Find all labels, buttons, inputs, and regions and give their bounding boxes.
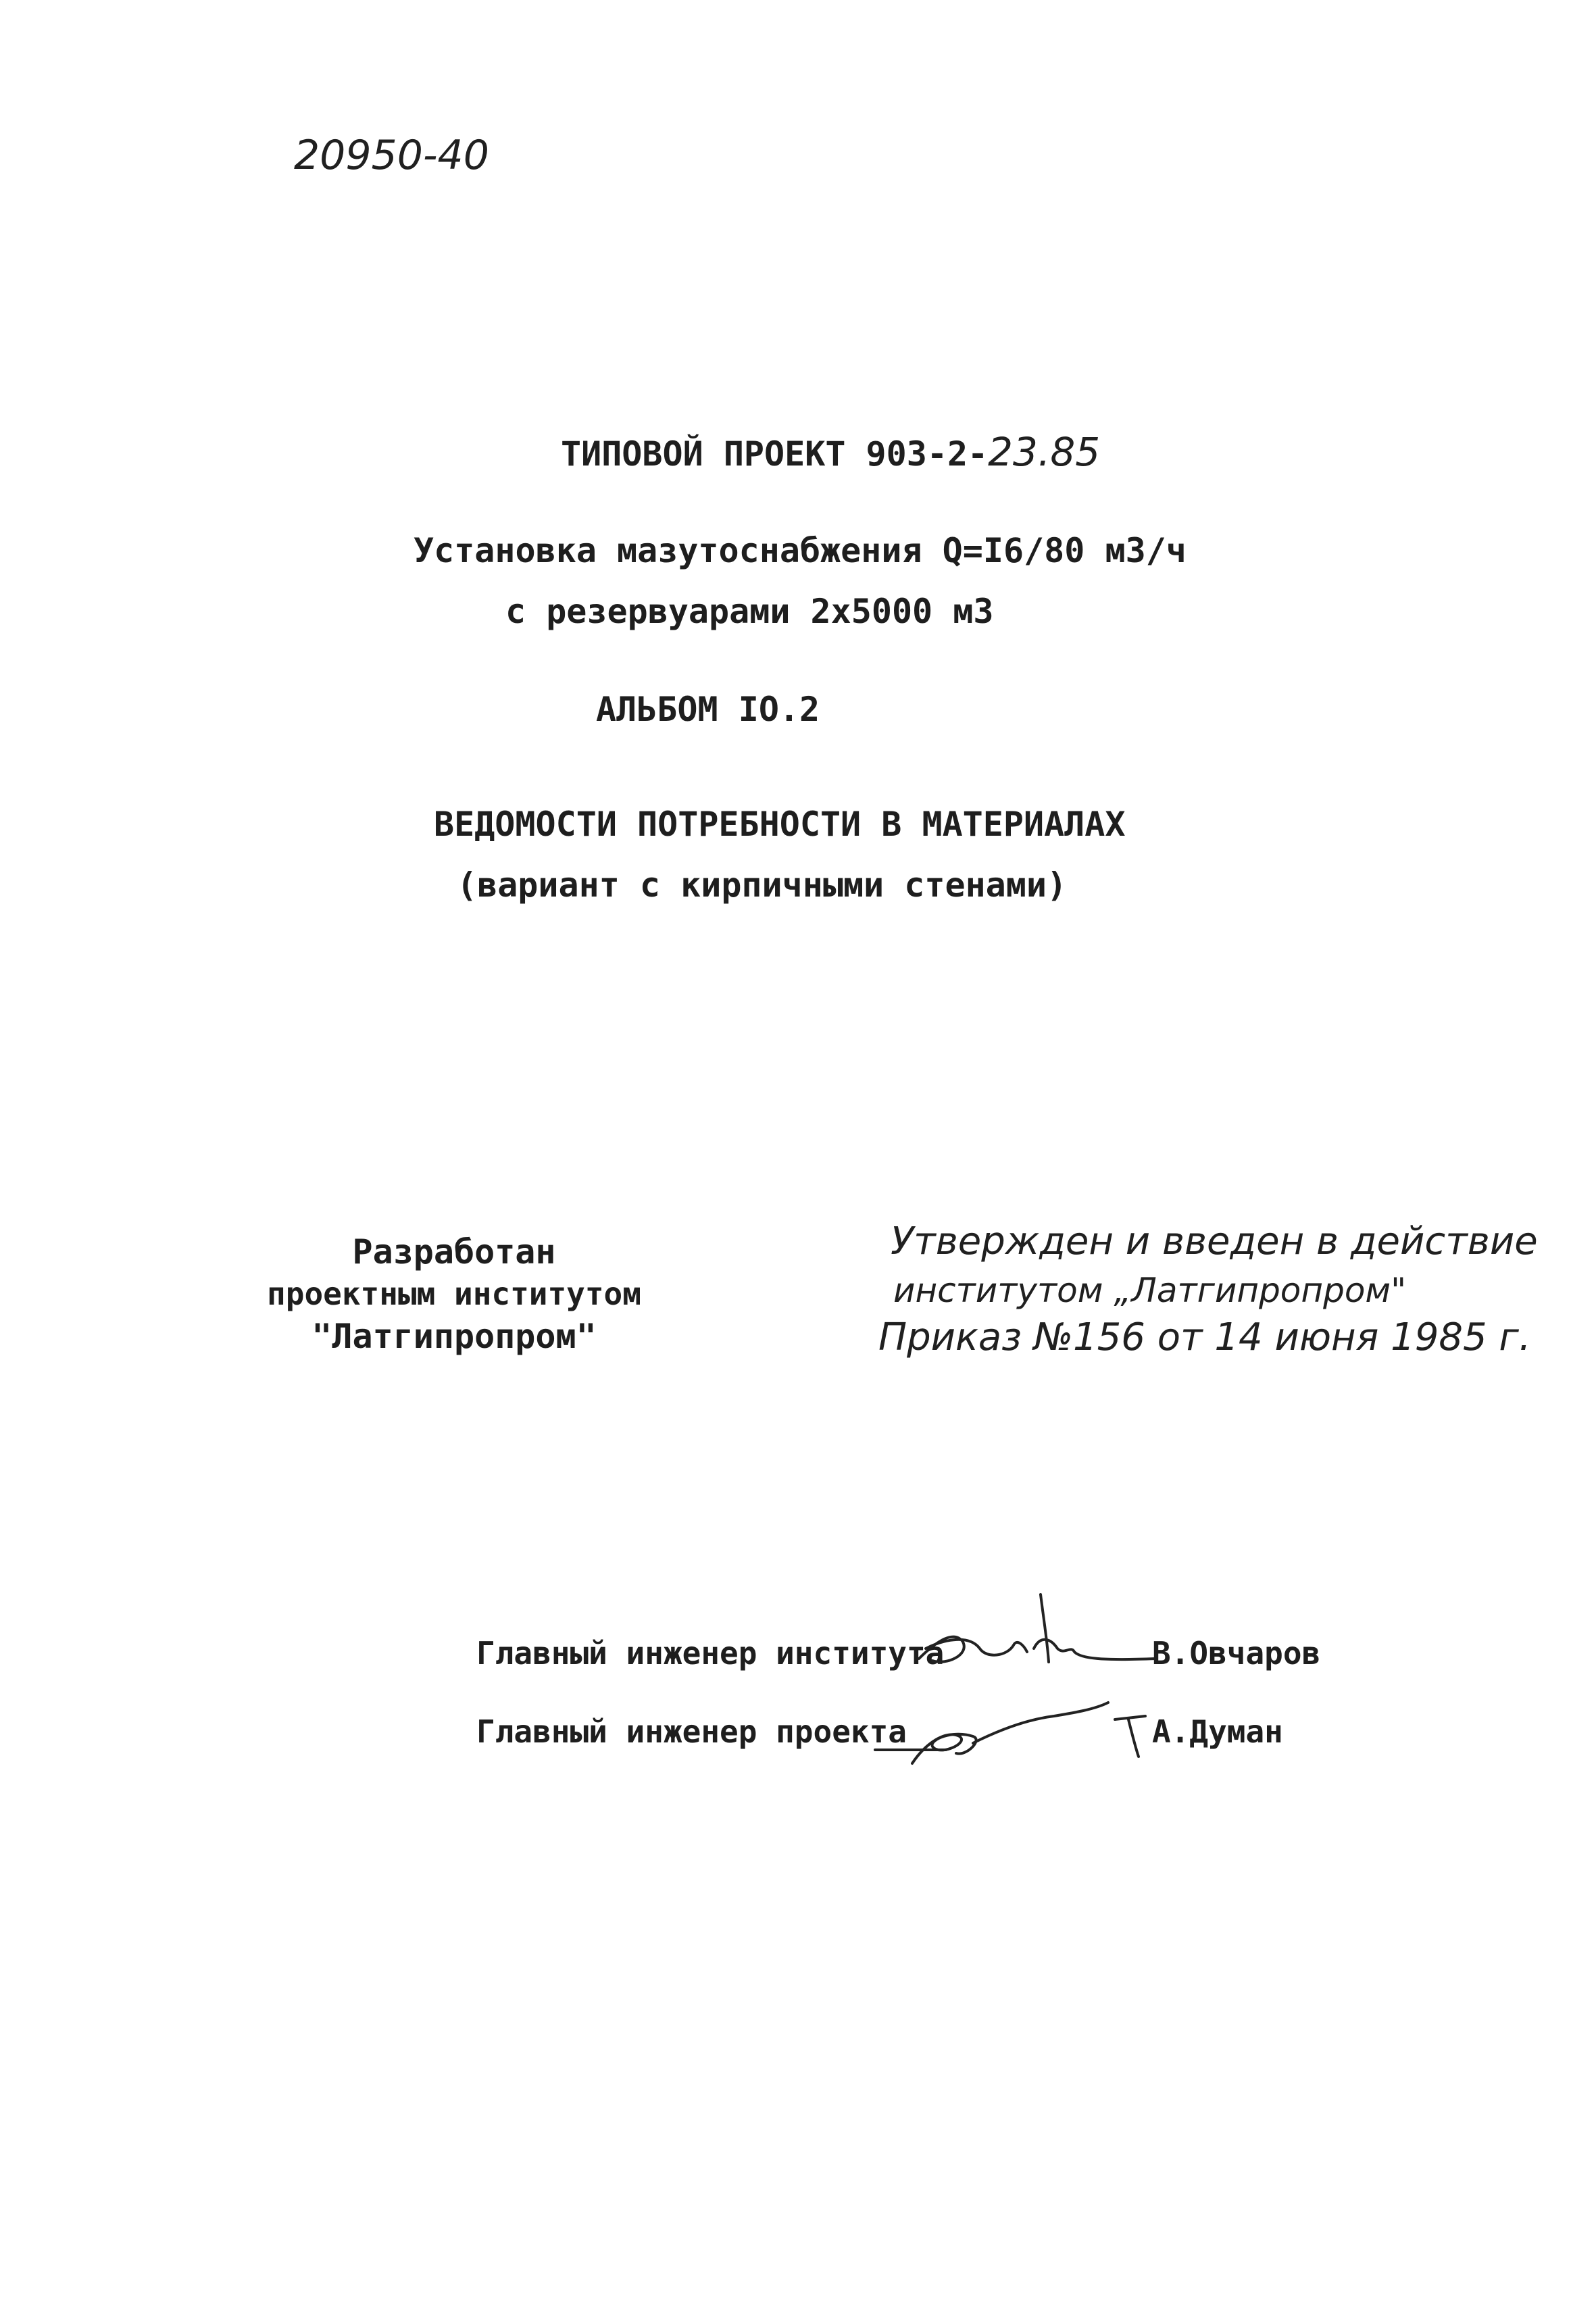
signature-2-handwritten xyxy=(872,1682,1155,1777)
signature-1-handwritten xyxy=(905,1581,1162,1682)
section-variant: (вариант с кирпичными стенами) xyxy=(457,865,1068,905)
signature-1-role: Главный инженер института xyxy=(476,1635,945,1671)
subtitle-line-2: с резервуарами 2х5000 м3 xyxy=(505,592,994,631)
title-line xyxy=(561,429,1101,475)
approval-line-2: институтом „Латгипропром" xyxy=(893,1271,1407,1310)
title-prefix: ТИПОВОЙ ПРОЕКТ 903-2- xyxy=(561,434,989,474)
approval-line-1: Утвержден и введен в действие xyxy=(891,1219,1538,1263)
title-project-number: 23.85 xyxy=(988,429,1101,475)
archive-number: 20950-40 xyxy=(294,132,489,179)
subtitle-line-1: Установка мазутоснабжения Q=I6/80 м3/ч xyxy=(414,531,1187,570)
signature-1-name: В.Овчаров xyxy=(1152,1635,1321,1671)
approval-line-3: Приказ №156 от 14 июня 1985 г. xyxy=(878,1315,1531,1359)
album-label: АЛЬБОМ IO.2 xyxy=(596,690,820,729)
signature-2-name: А.Думан xyxy=(1152,1713,1283,1750)
developer-line-3: "Латгипропром" xyxy=(311,1317,597,1356)
developer-line-2: проектным институтом xyxy=(267,1276,641,1312)
developer-line-1: Разработан xyxy=(352,1232,556,1272)
section-title: ВЕДОМОСТИ ПОТРЕБНОСТИ В МАТЕРИАЛАХ xyxy=(434,805,1126,844)
signature-2-role: Главный инженер проекта xyxy=(476,1713,907,1750)
